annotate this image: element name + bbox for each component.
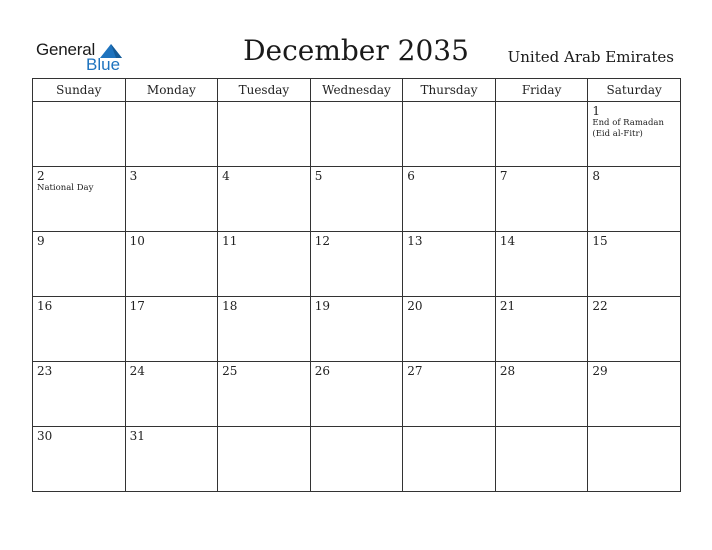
day-cell [403, 232, 496, 297]
day-number [33, 102, 125, 104]
day-number: 16 [37, 299, 53, 313]
day-number: 24 [129, 364, 145, 378]
day-cell [495, 297, 588, 362]
weekday-thursday: Thursday [403, 79, 496, 102]
day-cell [310, 102, 403, 167]
logo-text-blue: Blue [86, 55, 121, 74]
day-number [218, 427, 310, 429]
weekday-wednesday: Wednesday [310, 79, 403, 102]
day-cell [495, 102, 588, 167]
calendar-grid [32, 78, 681, 492]
day-number: 22 [592, 299, 608, 313]
day-number [126, 102, 218, 104]
weekday-monday: Monday [125, 79, 218, 102]
day-number: 30 [37, 429, 53, 443]
day-number: 4 [222, 169, 230, 183]
day-cell [403, 427, 496, 492]
day-cell [33, 297, 126, 362]
day-number: 6 [407, 169, 415, 183]
day-cell [495, 427, 588, 492]
day-cell [218, 232, 311, 297]
day-number: 13 [407, 234, 423, 248]
week-row [33, 102, 681, 167]
day-number: 29 [592, 364, 608, 378]
day-number [496, 427, 588, 429]
day-cell [310, 297, 403, 362]
day-number [403, 427, 495, 429]
day-cell [218, 297, 311, 362]
day-cell [495, 232, 588, 297]
week-row [33, 427, 681, 492]
day-number: 31 [129, 429, 145, 443]
week-row [33, 167, 681, 232]
day-number: 18 [222, 299, 238, 313]
day-number: 11 [222, 234, 238, 248]
day-cell [33, 427, 126, 492]
day-cell [218, 362, 311, 427]
day-cell [125, 167, 218, 232]
day-number: 20 [407, 299, 423, 313]
day-cell [33, 102, 126, 167]
day-cell [310, 167, 403, 232]
day-number: 2 [37, 169, 45, 183]
day-number: 25 [222, 364, 238, 378]
day-number: 21 [499, 299, 516, 313]
day-cell [588, 297, 681, 362]
day-number [311, 102, 403, 104]
holiday-label: National Day [37, 183, 94, 193]
day-cell [588, 102, 681, 167]
day-number: 3 [129, 169, 138, 183]
week-row [33, 362, 681, 427]
day-number: 26 [314, 364, 330, 378]
day-number: 17 [129, 299, 145, 313]
weekday-saturday: Saturday [588, 79, 681, 102]
day-number: 27 [407, 364, 423, 378]
day-cell [403, 297, 496, 362]
weekday-friday: Friday [495, 79, 588, 102]
day-cell [125, 427, 218, 492]
day-cell [403, 102, 496, 167]
day-cell [33, 362, 126, 427]
day-cell [218, 167, 311, 232]
week-row [33, 297, 681, 362]
day-number: 12 [314, 234, 330, 248]
day-number: 23 [37, 364, 53, 378]
week-row [33, 232, 681, 297]
day-number [311, 427, 403, 429]
day-number: 5 [314, 169, 323, 183]
day-cell [588, 362, 681, 427]
day-cell [495, 362, 588, 427]
day-cell [125, 232, 218, 297]
day-cell [33, 232, 126, 297]
calendar-title: December 2035 [243, 34, 469, 67]
day-cell [125, 362, 218, 427]
day-number: 1 [592, 104, 601, 118]
holiday-label: End of Ramadan (Eid al-Fitr) [592, 118, 664, 139]
weekday-header-row [33, 79, 681, 102]
day-cell [403, 167, 496, 232]
day-number: 10 [129, 234, 145, 248]
logo-text-general: General [36, 40, 96, 59]
day-cell [33, 167, 126, 232]
day-cell [588, 232, 681, 297]
day-number [403, 102, 495, 104]
day-cell [588, 167, 681, 232]
country-name: United Arab Emirates [507, 48, 674, 66]
day-cell [310, 232, 403, 297]
day-cell [125, 102, 218, 167]
weekday-sunday: Sunday [33, 79, 126, 102]
day-number: 9 [37, 234, 45, 248]
day-number: 7 [499, 169, 508, 183]
day-number: 19 [314, 299, 330, 313]
day-number: 15 [592, 234, 608, 248]
day-cell [495, 167, 588, 232]
day-cell [218, 102, 311, 167]
day-number [218, 102, 310, 104]
day-number: 28 [499, 364, 516, 378]
weekday-tuesday: Tuesday [218, 79, 311, 102]
day-number [588, 427, 680, 429]
day-cell [310, 427, 403, 492]
day-cell [310, 362, 403, 427]
day-cell [588, 427, 681, 492]
day-cell [218, 427, 311, 492]
day-number: 8 [592, 169, 601, 183]
day-number: 14 [499, 234, 516, 248]
day-cell [125, 297, 218, 362]
day-number [496, 102, 588, 104]
day-cell [403, 362, 496, 427]
